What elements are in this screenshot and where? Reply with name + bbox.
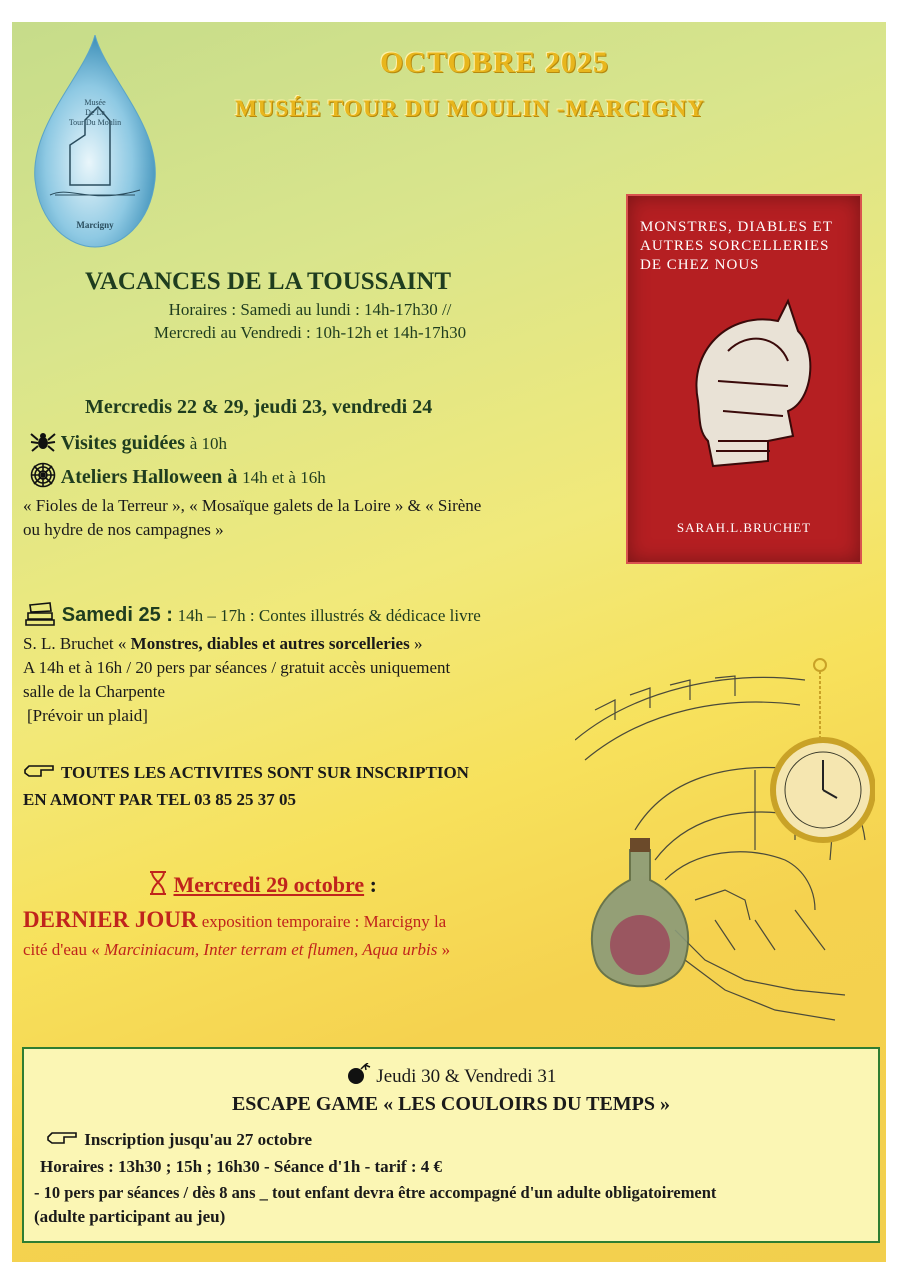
- dernier-desc-italic: Marciniacum, Inter terram et flumen, Aqua urbis: [103, 940, 438, 959]
- vacances-heading: VACANCES DE LA TOUSSAINT: [85, 268, 452, 295]
- pointing-hand-icon: [46, 1129, 80, 1147]
- escape-game-box: [22, 1047, 880, 1243]
- mercredi29-heading: Mercredi 29 octobre: [173, 872, 365, 897]
- dernier-jour: DERNIER JOUR: [23, 907, 198, 932]
- book-cover-author: SARAH.L.BRUCHET: [676, 520, 812, 535]
- escape-horaires: Horaires : 13h30 ; 15h ; 16h30 - Séance d'1h - tarif : 4 €: [40, 1157, 442, 1176]
- hours-line-1: Horaires : Samedi au lundi : 14h-17h30 //: [168, 300, 452, 319]
- page-subtitle: MUSÉE TOUR DU MOULIN -MARCIGNY: [235, 96, 705, 121]
- logo-text-2: De La: [85, 108, 105, 117]
- page-title: OCTOBRE 2025: [380, 46, 609, 79]
- author-prefix: S. L. Bruchet «: [23, 634, 127, 653]
- museum-logo: [30, 35, 160, 250]
- dernier-desc-1: exposition temporaire : Marcigny la: [201, 912, 447, 931]
- ateliers-row: [30, 462, 326, 489]
- samedi-book-title: Monstres, diables et autres sorcelleries: [130, 634, 410, 653]
- pocket-watch: [773, 659, 873, 840]
- staircase-clock-illustration: [575, 650, 875, 1040]
- samedi-line-5: [Prévoir un plaid]: [27, 706, 148, 725]
- pointing-hand-icon: [23, 762, 57, 780]
- helmet-illustration: [668, 291, 828, 491]
- logo-text-3: Tour Du Moulin: [68, 118, 122, 127]
- spider-icon: [30, 428, 56, 454]
- visites-label: Visites guidées: [60, 432, 186, 454]
- spiderweb-icon: [30, 462, 56, 488]
- hours-line-2: Mercredi au Vendredi : 10h-12h et 14h-17h30: [153, 323, 467, 342]
- samedi-line-4: salle de la Charpente: [23, 682, 166, 701]
- inscription-line-1: [23, 762, 469, 783]
- escape-line-3: - 10 pers par séances / dès 8 ans _ tout enfant devra être accompagné d'un adulte obligatoirement: [34, 1183, 717, 1202]
- samedi-line-3: A 14h et à 16h / 20 pers par séances / gratuit accès uniquement: [23, 658, 451, 677]
- hourglass-icon: [148, 870, 168, 896]
- visites-time: à 10h: [189, 434, 228, 453]
- ateliers-label: Ateliers Halloween à: [60, 466, 238, 488]
- logo-text-bottom: Marcigny: [76, 220, 114, 230]
- ateliers-desc-2: ou hydre de nos campagnes »: [23, 520, 224, 539]
- ateliers-desc-1: « Fioles de la Terreur », « Mosaïque galets de la Loire » & « Sirène: [23, 496, 482, 515]
- escape-inscription: Inscription jusqu'au 27 octobre: [84, 1130, 313, 1149]
- bomb-icon: [346, 1063, 372, 1085]
- author-suffix: »: [413, 634, 423, 653]
- samedi-desc: 14h – 17h : Contes illustrés & dédicace livre: [177, 606, 481, 625]
- dernier-row: [23, 907, 446, 933]
- dernier-desc-suffix: »: [441, 940, 451, 959]
- samedi-author-line: [23, 634, 422, 654]
- dates-heading: Mercredis 22 & 29, jeudi 23, vendredi 24: [85, 396, 433, 418]
- potion-bottle: [592, 838, 688, 986]
- samedi-row: [23, 600, 481, 627]
- inscription-text-1: TOUTES LES ACTIVITES SONT SUR INSCRIPTION: [60, 763, 469, 782]
- samedi-label: Samedi 25 :: [61, 604, 173, 626]
- visites-row: [30, 428, 227, 455]
- books-icon: [23, 600, 57, 626]
- mercredi29-colon: :: [369, 872, 377, 897]
- logo-text-1: Musée: [84, 98, 106, 107]
- dernier-row-2: [23, 940, 450, 960]
- book-cover-title: MONSTRES, DIABLES ET AUTRES SORCELLERIES DE CHEZ NOUS: [640, 219, 833, 273]
- ateliers-time: 14h et à 16h: [242, 468, 326, 487]
- mercredi29-row: [148, 870, 377, 898]
- dernier-desc-prefix: cité d'eau «: [23, 940, 100, 959]
- escape-inscription-row: [46, 1129, 312, 1150]
- book-cover: [626, 194, 862, 564]
- escape-line-4: (adulte participant au jeu): [34, 1207, 226, 1226]
- escape-dates-row: [24, 1063, 878, 1088]
- escape-dates: Jeudi 30 & Vendredi 31: [376, 1066, 557, 1087]
- inscription-line-2: EN AMONT PAR TEL 03 85 25 37 05: [23, 790, 296, 809]
- escape-title: ESCAPE GAME « LES COULOIRS DU TEMPS »: [231, 1093, 671, 1115]
